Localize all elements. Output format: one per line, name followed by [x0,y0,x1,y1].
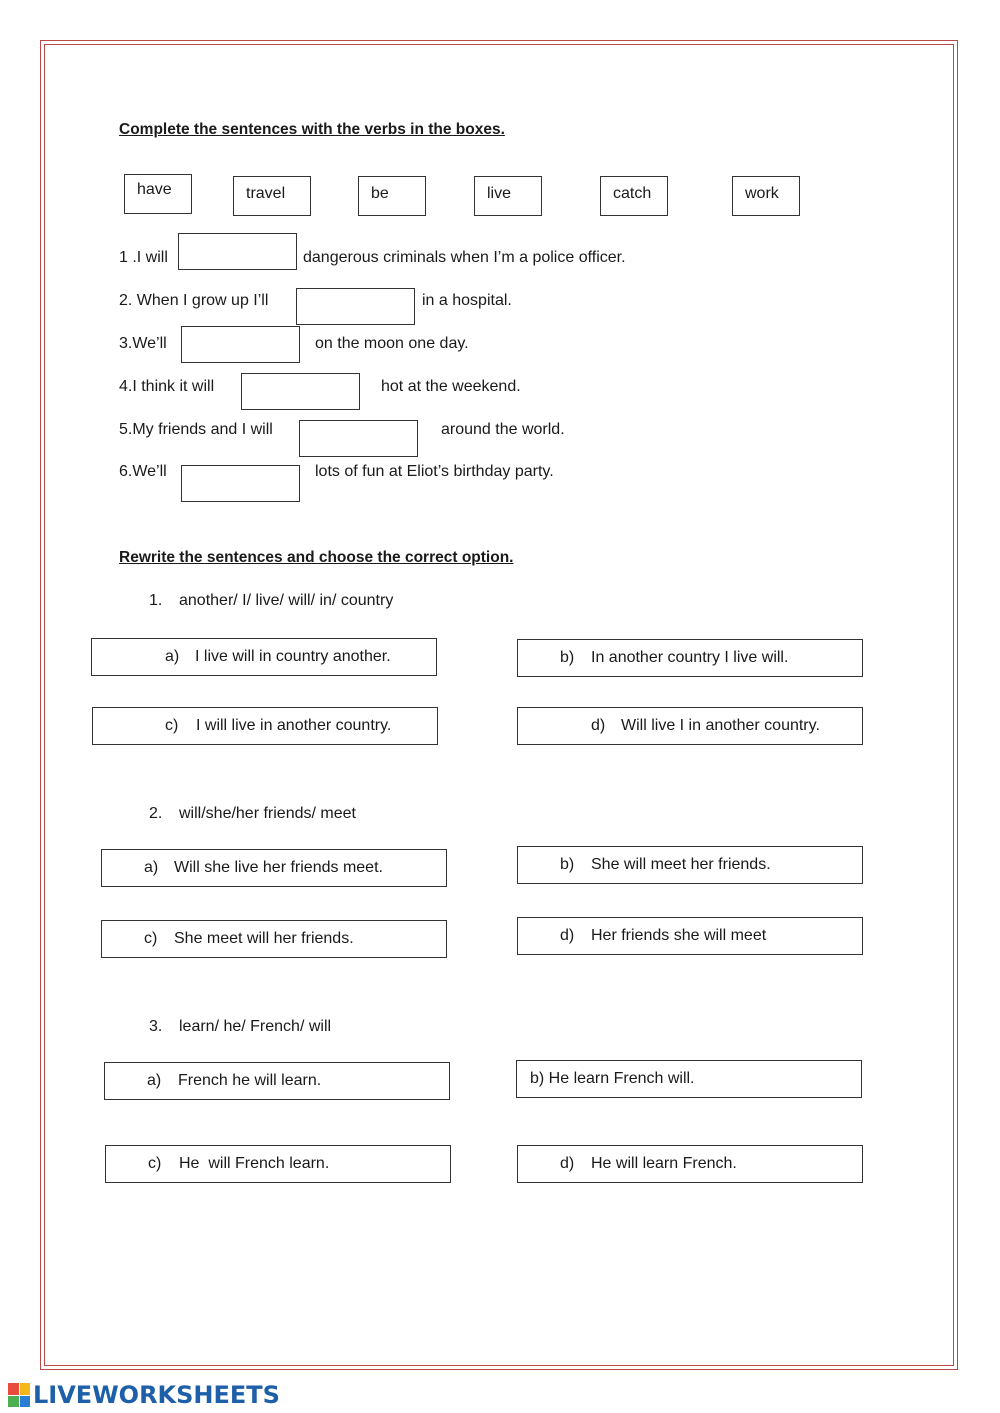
word-box-live: live [474,176,542,216]
q3-option-c[interactable] [105,1145,451,1183]
sentence-6-start: 6.We’ll [119,463,167,480]
word-box-work: work [732,176,800,216]
option-letter: d) [591,717,606,734]
question-1-number: 1. [149,592,163,609]
sentence-1-end: dangerous criminals when I’m a police officer. [303,249,626,266]
word-box-travel: travel [233,176,311,216]
option-letter: a) [144,859,159,876]
word-box-be: be [358,176,426,216]
question-3-number: 3. [149,1018,163,1035]
question-1-prompt: another/ I/ live/ will/ in/ country [179,592,394,609]
sentence-6-blank[interactable] [181,465,300,502]
sentence-4-start: 4.I think it will [119,378,215,395]
option-text: Her friends she will meet [591,927,767,944]
question-2-number: 2. [149,805,163,822]
logo-blocks-icon [8,1383,30,1407]
q1-option-a[interactable] [91,638,437,676]
q3-option-b[interactable] [516,1060,862,1098]
option-text: She will meet her friends. [591,856,771,873]
question-3-prompt: learn/ he/ French/ will [179,1018,332,1035]
option-letter: d) [560,927,575,944]
q3-option-d[interactable] [517,1145,863,1183]
sentence-6-end: lots of fun at Eliot’s birthday party. [315,463,554,480]
option-text: Will she live her friends meet. [174,859,383,876]
liveworksheets-logo[interactable] [8,1380,280,1410]
option-text: Will live I in another country. [621,717,820,734]
option-letter: a) [165,648,180,665]
sentence-3-blank[interactable] [181,326,300,363]
option-text: French he will learn. [178,1072,322,1089]
q1-option-d[interactable] [517,707,863,745]
option-text: I live will in country another. [195,648,391,665]
q2-option-a[interactable] [101,849,447,887]
option-text: She meet will her friends. [174,930,354,947]
option-text: b) He learn French will. [530,1070,695,1087]
option-letter: b) [560,649,575,666]
question-2-prompt: will/she/her friends/ meet [179,805,356,822]
q1-option-b[interactable] [517,639,863,677]
option-letter: c) [144,930,158,947]
sentence-5-end: around the world. [441,421,565,438]
q1-option-c[interactable] [92,707,438,745]
option-text: He will learn French. [591,1155,737,1172]
option-letter: d) [560,1155,575,1172]
word-box-catch: catch [600,176,668,216]
sentence-4-blank[interactable] [241,373,360,410]
q2-option-d[interactable] [517,917,863,955]
option-letter: c) [148,1155,162,1172]
option-letter: a) [147,1072,162,1089]
option-text: He will French learn. [179,1155,330,1172]
q2-option-b[interactable] [517,846,863,884]
sentence-1-start: 1 .I will [119,249,168,266]
logo-text: LIVEWORKSHEETS [33,1381,280,1409]
sentence-5-start: 5.My friends and I will [119,421,273,438]
q3-option-a[interactable] [104,1062,450,1100]
option-letter: c) [165,717,179,734]
section1-heading: Complete the sentences with the verbs in the boxes. [119,121,505,138]
sentence-5-blank[interactable] [299,420,418,457]
option-letter: b) [560,856,575,873]
sentence-1-blank[interactable] [178,233,297,270]
sentence-4-end: hot at the weekend. [381,378,521,395]
option-text: I will live in another country. [196,717,392,734]
word-box-have: have [124,174,192,214]
q2-option-c[interactable] [101,920,447,958]
option-text: In another country I live will. [591,649,789,666]
sentence-3-start: 3.We’ll [119,335,167,352]
section2-heading: Rewrite the sentences and choose the correct option. [119,549,514,566]
sentence-3-end: on the moon one day. [315,335,469,352]
sentence-2-blank[interactable] [296,288,415,325]
sentence-2-start: 2. When I grow up I’ll [119,292,269,309]
sentence-2-end: in a hospital. [422,292,512,309]
